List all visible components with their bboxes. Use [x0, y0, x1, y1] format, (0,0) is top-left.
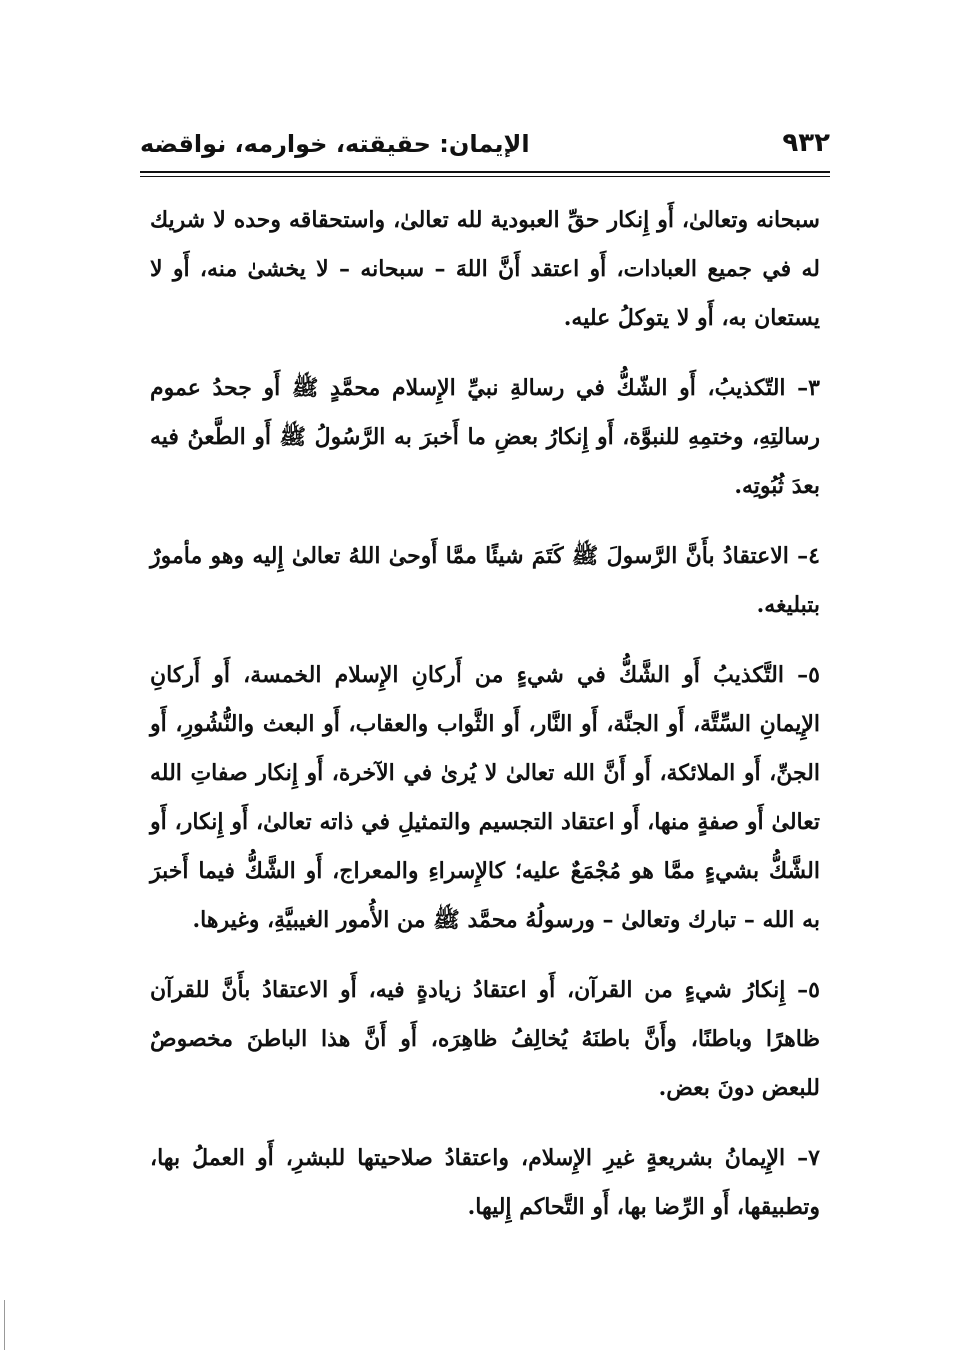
- running-title: الإيمان: حقيقته، خوارمه، نواقضه: [140, 130, 530, 158]
- scan-edge-line: [4, 1300, 5, 1350]
- body-text: [150, 196, 820, 1253]
- paragraph: ٣– التّكذيبُ، أَو الشّكُّ في رسالةِ نبيِّ الإِسلام محمَّدٍ ﷺ أَو جحدُ عموم رسالتِهِ، وختمِهِ للنبوَّة، أَو إِنكارُ بعضِ ما أَخبرَ به الرَّسُولُ ﷺ أَو الطَّعنُ فيه بعدَ ثُبُوتِه.: [150, 375, 820, 499]
- paragraph: ٥– التَّكذيبُ أَو الشَّكُّ في شيءٍ من أَركانِ الإِسلام الخمسة، أَو أَركانِ الإِيمانِ السِّتَّة، أَو الجنَّة، أَو النَّار، أَو الثَّواب والعقاب، أَو البعث والنُّشُورِ، أَو الجنِّ، أَو الملائكة، أَو أَنَّ الله تعالىٰ لا يُرىٰ في الآخرة، أَو إِنكار صفاتِ الله تعالىٰ أَو صفةٍ منها، أَو اعتقاد التجسيم والتمثيلِ في ذاته تعالىٰ، أَو إِنكار، أَو الشَّكُّ بشيءٍ ممَّا هو مُجْمَعٌ عليه؛ كالإِسراءِ والمعراج، أَو الشَّكُّ فيما أَخبرَ به الله – تبارك وتعالىٰ – ورسولُهُ محمَّد ﷺ من الأُمور الغيبيَّةِ، وغيرها.: [150, 662, 820, 933]
- page-header: [140, 128, 830, 168]
- paragraph: سبحانه وتعالىٰ، أَو إِنكار حقِّ العبودية لله تعالىٰ، واستحقاقه وحده لا شريك له في جميع العبادات، أَو اعتقد أَنَّ اللهَ – سبحانه – لا يخشىٰ منه، أَو لا يستعان به، أَو لا يتوكلُ عليه.: [150, 207, 820, 331]
- paragraph: ٥– إِنكارُ شيءٍ من القرآن، أَو اعتقادُ زيادةٍ فيه، أَو الاعتقادُ بأَنَّ للقرآن ظاهرًا وباطنًا، وأَنَّ باطنَهُ يُخالِفُ ظاهِرَه، أَو أَنَّ هذا الباطنَ مخصوصٌ للبعض دونَ بعض.: [150, 977, 820, 1101]
- header-rule: [140, 171, 830, 173]
- page-number: ٩٣٢: [782, 128, 830, 158]
- header-rule-thin: [140, 176, 830, 177]
- paragraph: ٤– الاعتقادُ بأَنَّ الرَّسولَ ﷺ كَتَمَ شيئًا ممَّا أَوحىٰ اللهُ تعالىٰ إِليه وهو مأمورٌ بتبليغه.: [150, 543, 820, 618]
- paragraph: ٧– الإِيمانُ بشريعةٍ غيرِ الإِسلام، واعتقادُ صلاحيتها للبشرِ، أَو العملُ بها، وتطبيقها، أَو الرِّضا بها، أَو التَّحاكم إِليها.: [150, 1145, 820, 1220]
